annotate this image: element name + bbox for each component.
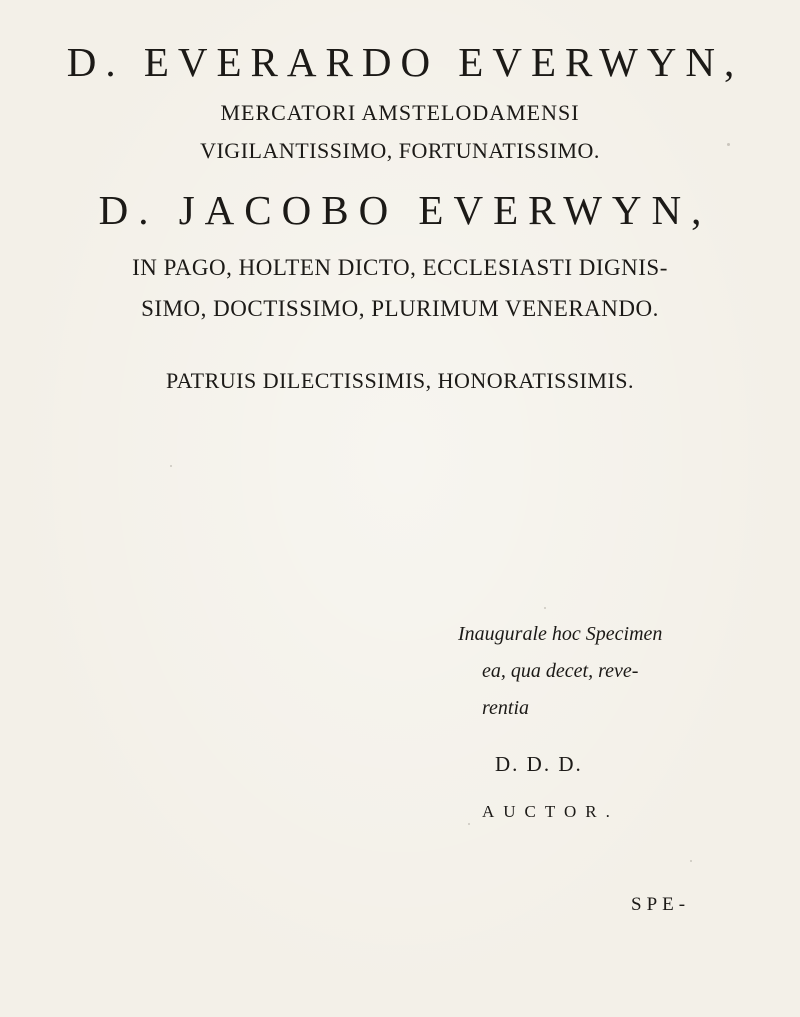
dedicatee-title-merchant: MERCATORI AMSTELODAMENSI	[220, 100, 580, 125]
author-signature: AUCTOR.	[482, 802, 619, 821]
dedication-line-2: ea, qua decet, reve-	[482, 660, 639, 682]
catchword: SPE-	[631, 894, 691, 915]
ddd-abbreviation: D. D. D.	[495, 752, 583, 776]
paper-speck	[690, 860, 692, 862]
paper-speck	[468, 823, 470, 825]
paper-speck	[170, 465, 172, 467]
dedicatee-title-epithets: VIGILANTISSIMO, FORTUNATISSIMO.	[200, 138, 600, 163]
dedication-line-1: Inaugurale hoc Specimen	[458, 623, 663, 645]
dedicatee-title-pastor-line-2: SIMO, DOCTISSIMO, PLURIMUM VENERANDO.	[141, 296, 659, 321]
dedicatee-title-pastor-line-1: IN PAGO, HOLTEN DICTO, ECCLESIASTI DIGNIS-	[132, 255, 668, 280]
dedicatee-name-everardo: D. EVERARDO EVERWYN,	[66, 39, 744, 85]
dedicatee-name-jacobo: D. JACOBO EVERWYN,	[98, 187, 712, 233]
dedication-line-3: rentia	[482, 697, 530, 719]
paper-speck	[544, 607, 546, 609]
paper-speck	[727, 143, 730, 146]
relation-line: PATRUIS DILECTISSIMIS, HONORATISSIMIS.	[165, 368, 635, 393]
